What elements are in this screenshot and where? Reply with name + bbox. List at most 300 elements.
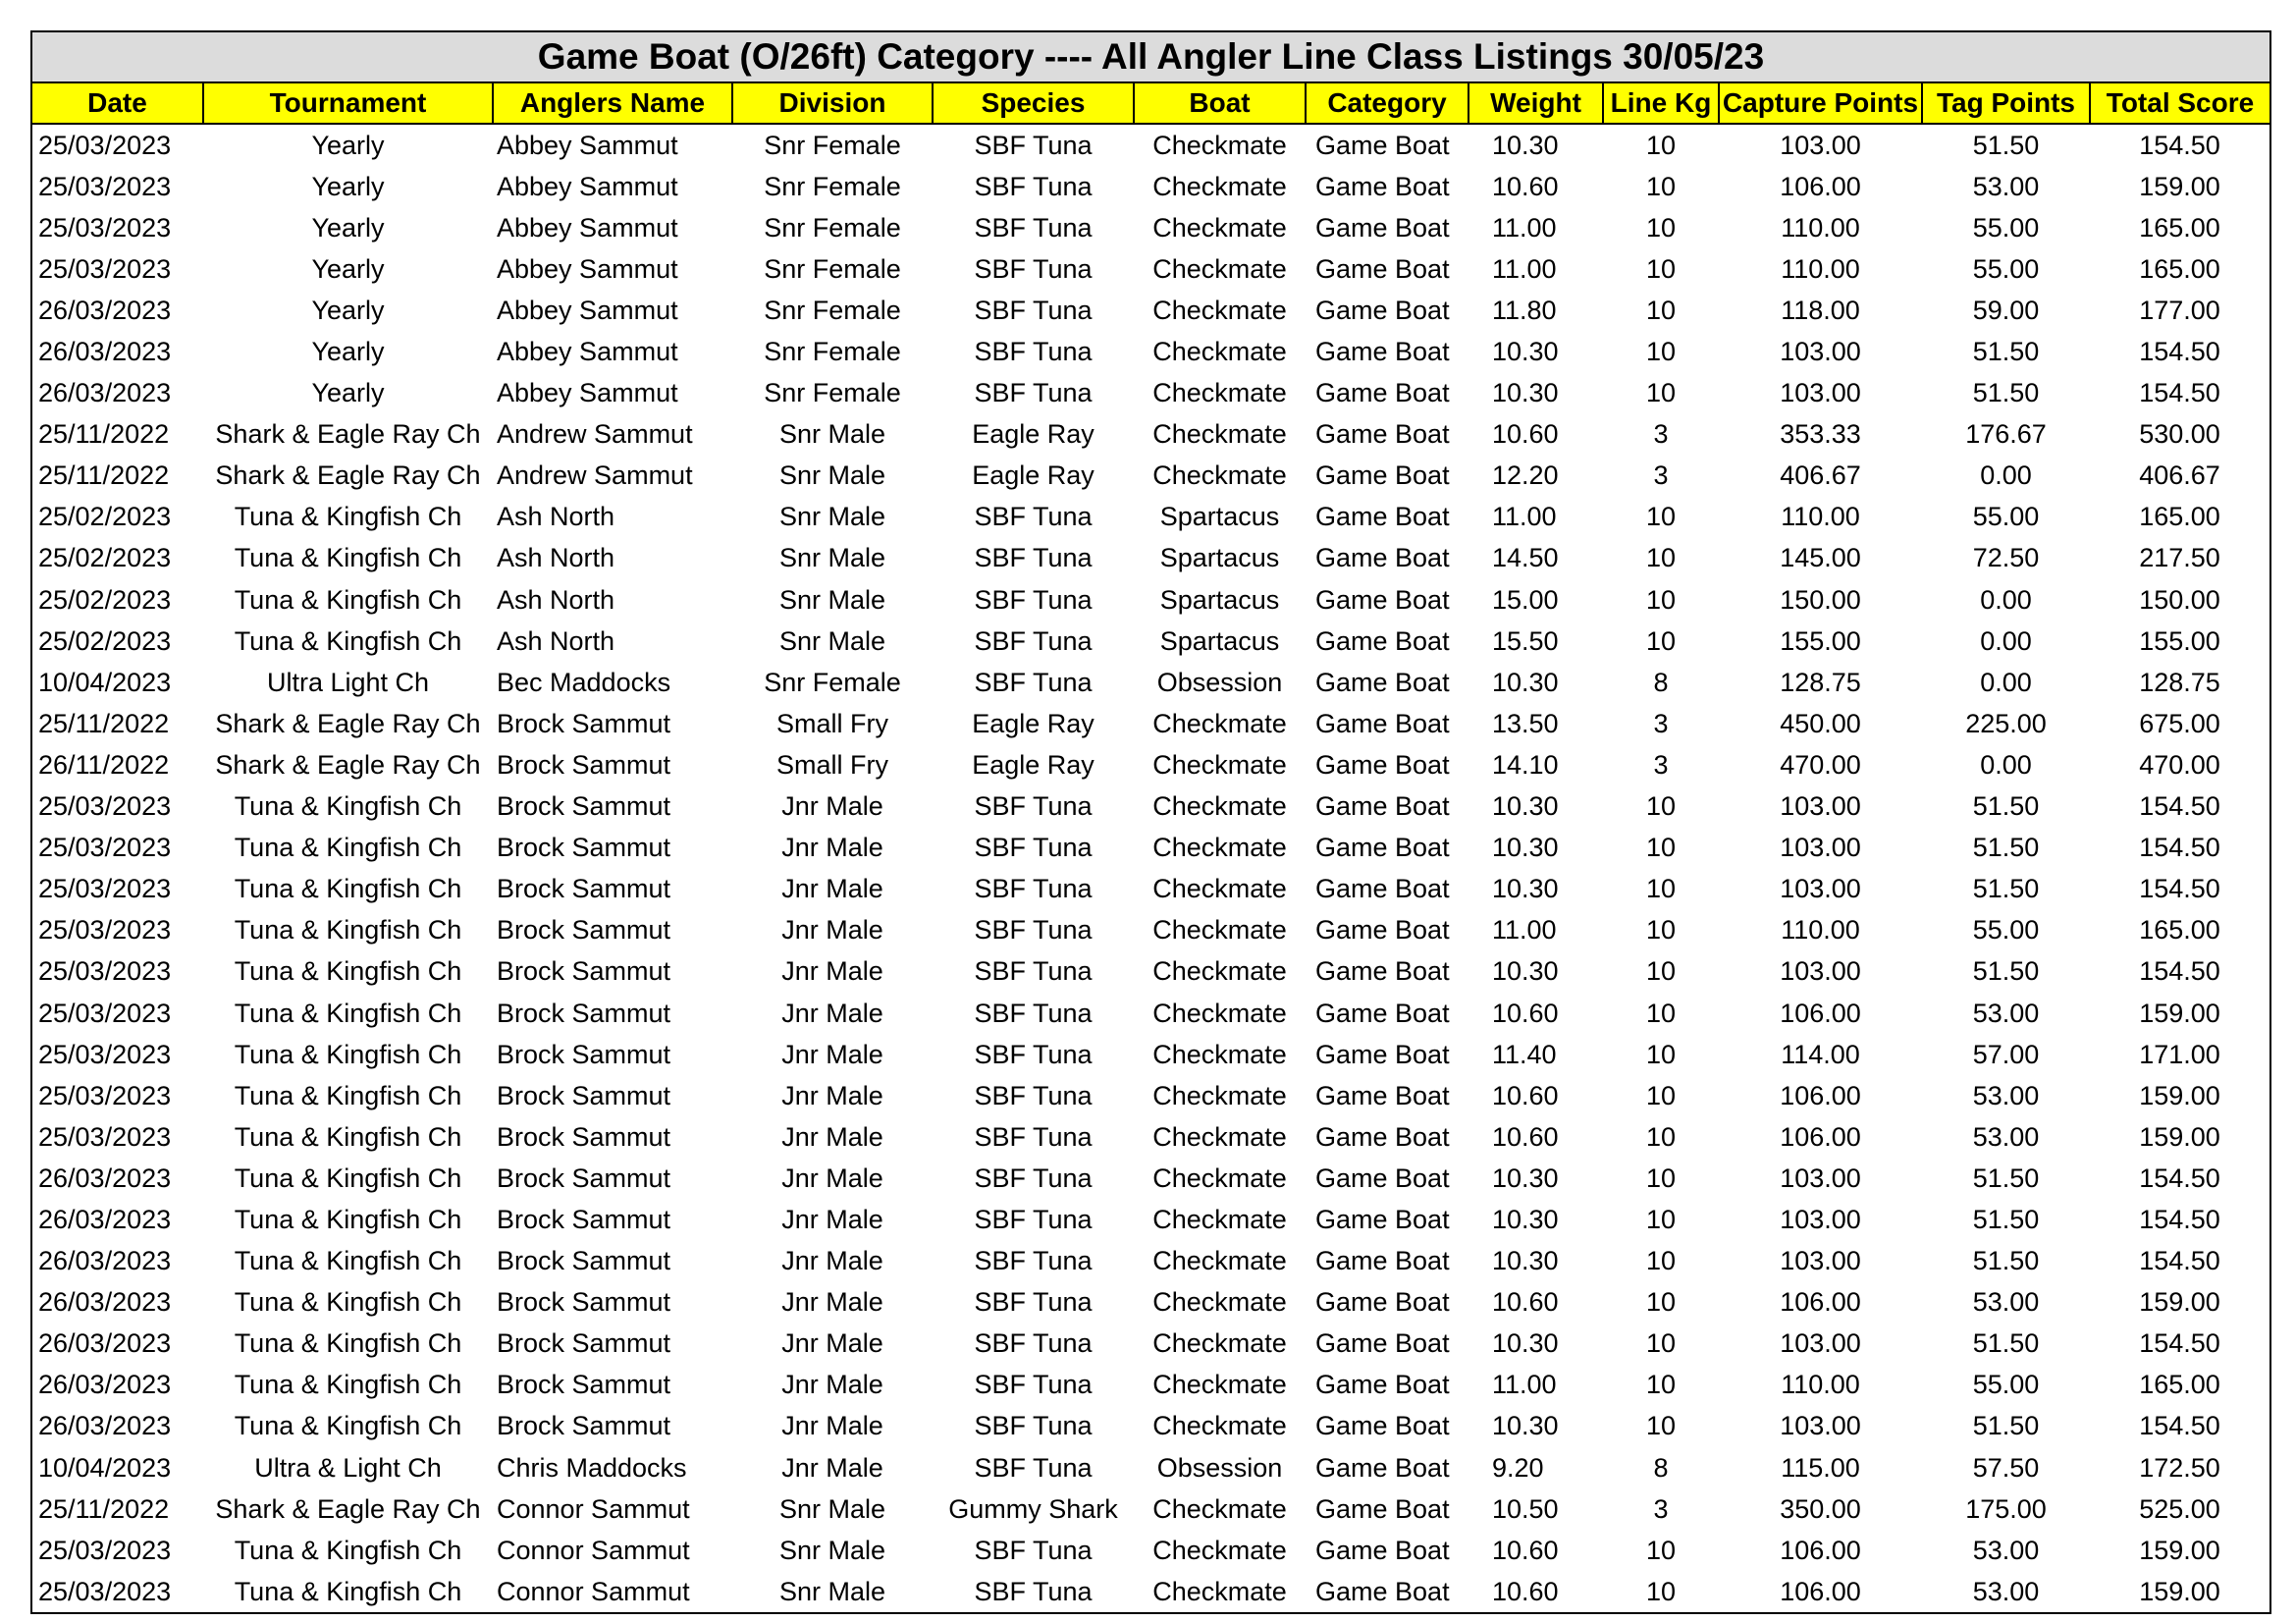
table-cell: 25/03/2023 bbox=[38, 212, 172, 243]
table-cell: Game Boat bbox=[1315, 253, 1450, 284]
table-cell: Eagle Ray bbox=[972, 460, 1095, 491]
table-cell: 10.30 bbox=[1492, 1162, 1559, 1193]
table-cell: Ash North bbox=[497, 543, 615, 573]
table-cell: 10 bbox=[1645, 915, 1677, 946]
table-row bbox=[32, 1488, 2269, 1530]
table-cell: 10.30 bbox=[1492, 1204, 1559, 1234]
table-cell: Game Boat bbox=[1315, 130, 1450, 160]
table-cell: 25/03/2023 bbox=[38, 1576, 172, 1606]
table-cell: Ash North bbox=[497, 502, 615, 532]
table-row bbox=[32, 456, 2269, 497]
table-row bbox=[32, 1365, 2269, 1406]
table-row bbox=[32, 331, 2269, 372]
table-cell: Tuna & Kingfish Ch bbox=[234, 1039, 462, 1069]
table-cell: Shark & Eagle Ray Ch bbox=[215, 460, 481, 491]
table-cell: Tuna & Kingfish Ch bbox=[234, 956, 462, 987]
table-cell: 103.00 bbox=[1780, 1411, 1861, 1441]
table-cell: Brock Sammut bbox=[497, 1411, 671, 1441]
table-cell: Abbey Sammut bbox=[497, 130, 678, 160]
table-cell: Game Boat bbox=[1315, 1370, 1450, 1400]
table-cell: 53.00 bbox=[1972, 1121, 2040, 1152]
table-cell: 55.00 bbox=[1972, 502, 2040, 532]
table-cell: 10 bbox=[1645, 1328, 1677, 1359]
table-cell: Checkmate bbox=[1152, 295, 1287, 325]
column-header: Boat bbox=[1134, 83, 1306, 124]
table-cell: Shark & Eagle Ray Ch bbox=[215, 1493, 481, 1524]
table-cell: 103.00 bbox=[1780, 378, 1861, 408]
table-cell: 0.00 bbox=[1980, 749, 2032, 780]
table-cell: 159.00 bbox=[2139, 171, 2220, 201]
table-cell: 26/03/2023 bbox=[38, 1328, 172, 1359]
table-cell: 106.00 bbox=[1780, 998, 1861, 1028]
table-cell: 3 bbox=[1653, 460, 1669, 491]
table-row bbox=[32, 744, 2269, 785]
table-cell: 25/03/2023 bbox=[38, 915, 172, 946]
table-cell: 530.00 bbox=[2139, 419, 2220, 450]
table-cell: 10 bbox=[1645, 874, 1677, 904]
table-cell: 26/03/2023 bbox=[38, 378, 172, 408]
table-row bbox=[32, 207, 2269, 248]
table-cell: Snr Male bbox=[778, 584, 886, 615]
table-cell: 106.00 bbox=[1780, 1287, 1861, 1318]
table-cell: 154.50 bbox=[2139, 1204, 2220, 1234]
column-header: Line Kg bbox=[1603, 83, 1719, 124]
table-cell: SBF Tuna bbox=[974, 584, 1093, 615]
table-cell: 26/03/2023 bbox=[38, 1370, 172, 1400]
table-cell: 103.00 bbox=[1780, 833, 1861, 863]
listings-table bbox=[32, 83, 2269, 1612]
table-cell: 11.40 bbox=[1492, 1039, 1557, 1069]
table-cell: Tuna & Kingfish Ch bbox=[234, 1328, 462, 1359]
table-cell: 103.00 bbox=[1780, 956, 1861, 987]
table-cell: 10.30 bbox=[1492, 956, 1559, 987]
table-cell: Tuna & Kingfish Ch bbox=[234, 1287, 462, 1318]
table-cell: 10 bbox=[1645, 378, 1677, 408]
table-cell: Checkmate bbox=[1152, 212, 1287, 243]
table-cell: 12.20 bbox=[1492, 460, 1559, 491]
table-cell: 53.00 bbox=[1972, 171, 2040, 201]
table-row bbox=[32, 414, 2269, 456]
table-cell: Checkmate bbox=[1152, 253, 1287, 284]
table-cell: Jnr Male bbox=[781, 1287, 883, 1318]
table-cell: Connor Sammut bbox=[497, 1576, 690, 1606]
table-cell: SBF Tuna bbox=[974, 1121, 1093, 1152]
table-cell: Brock Sammut bbox=[497, 956, 671, 987]
table-cell: SBF Tuna bbox=[974, 337, 1093, 367]
table-cell: Tuna & Kingfish Ch bbox=[234, 1121, 462, 1152]
table-cell: Abbey Sammut bbox=[497, 337, 678, 367]
table-row bbox=[32, 1034, 2269, 1075]
table-cell: Jnr Male bbox=[781, 1204, 883, 1234]
table-cell: Snr Female bbox=[764, 130, 901, 160]
table-cell: Tuna & Kingfish Ch bbox=[234, 502, 462, 532]
table-cell: 10 bbox=[1645, 1535, 1677, 1565]
table-cell: Tuna & Kingfish Ch bbox=[234, 1535, 462, 1565]
table-cell: 11.00 bbox=[1492, 212, 1557, 243]
table-cell: Shark & Eagle Ray Ch bbox=[215, 708, 481, 738]
table-cell: 154.50 bbox=[2139, 1246, 2220, 1276]
table-cell: 25/03/2023 bbox=[38, 130, 172, 160]
table-cell: Snr Male bbox=[778, 1493, 886, 1524]
table-cell: Abbey Sammut bbox=[497, 295, 678, 325]
table-cell: 51.50 bbox=[1972, 956, 2040, 987]
table-cell: 51.50 bbox=[1972, 1246, 2040, 1276]
table-cell: Brock Sammut bbox=[497, 998, 671, 1028]
table-cell: Yearly bbox=[311, 212, 385, 243]
table-cell: 53.00 bbox=[1972, 1080, 2040, 1110]
table-row bbox=[32, 951, 2269, 993]
table-cell: 165.00 bbox=[2139, 915, 2220, 946]
table-cell: 10/04/2023 bbox=[38, 1452, 172, 1483]
table-cell: 25/03/2023 bbox=[38, 1535, 172, 1565]
table-cell: 350.00 bbox=[1780, 1493, 1861, 1524]
table-cell: 10.30 bbox=[1492, 1246, 1559, 1276]
table-cell: 154.50 bbox=[2139, 956, 2220, 987]
table-cell: 51.50 bbox=[1972, 874, 2040, 904]
table-cell: SBF Tuna bbox=[974, 915, 1093, 946]
table-cell: 25/03/2023 bbox=[38, 253, 172, 284]
table-cell: Snr Male bbox=[778, 625, 886, 656]
table-cell: Brock Sammut bbox=[497, 874, 671, 904]
table-cell: 165.00 bbox=[2139, 212, 2220, 243]
table-cell: Game Boat bbox=[1315, 833, 1450, 863]
table-cell: Game Boat bbox=[1315, 1493, 1450, 1524]
table-row bbox=[32, 124, 2269, 166]
table-cell: Ultra & Light Ch bbox=[254, 1452, 442, 1483]
table-cell: Game Boat bbox=[1315, 1121, 1450, 1152]
table-cell: 10 bbox=[1645, 1370, 1677, 1400]
table-cell: 55.00 bbox=[1972, 1370, 2040, 1400]
table-cell: Tuna & Kingfish Ch bbox=[234, 1204, 462, 1234]
table-row bbox=[32, 828, 2269, 869]
table-cell: SBF Tuna bbox=[974, 295, 1093, 325]
table-cell: 26/11/2022 bbox=[38, 749, 170, 780]
table-cell: 53.00 bbox=[1972, 1535, 2040, 1565]
table-cell: Snr Male bbox=[778, 1576, 886, 1606]
table-cell: 3 bbox=[1653, 708, 1669, 738]
table-cell: 10.60 bbox=[1492, 1080, 1559, 1110]
table-cell: 11.00 bbox=[1492, 1370, 1557, 1400]
table-body bbox=[32, 124, 2269, 1612]
table-cell: 25/11/2022 bbox=[38, 1493, 170, 1524]
column-header: Capture Points bbox=[1719, 83, 1922, 124]
table-cell: 26/03/2023 bbox=[38, 1162, 172, 1193]
table-cell: 10 bbox=[1645, 1039, 1677, 1069]
table-cell: SBF Tuna bbox=[974, 1246, 1093, 1276]
table-cell: 114.00 bbox=[1781, 1039, 1860, 1069]
column-header: Category bbox=[1306, 83, 1468, 124]
table-cell: Game Boat bbox=[1315, 460, 1450, 491]
table-cell: Game Boat bbox=[1315, 1039, 1450, 1069]
table-cell: Checkmate bbox=[1152, 419, 1287, 450]
table-cell: Brock Sammut bbox=[497, 1370, 671, 1400]
table-cell: Brock Sammut bbox=[497, 1121, 671, 1152]
table-cell: 103.00 bbox=[1780, 791, 1861, 822]
table-cell: Game Boat bbox=[1315, 1576, 1450, 1606]
table-cell: Jnr Male bbox=[781, 1162, 883, 1193]
table-cell: Checkmate bbox=[1152, 915, 1287, 946]
table-cell: 154.50 bbox=[2139, 378, 2220, 408]
table-cell: 154.50 bbox=[2139, 1411, 2220, 1441]
table-row bbox=[32, 703, 2269, 744]
table-cell: Yearly bbox=[311, 130, 385, 160]
table-cell: 171.00 bbox=[2139, 1039, 2220, 1069]
table-cell: Spartacus bbox=[1159, 584, 1280, 615]
table-cell: 11.00 bbox=[1492, 915, 1557, 946]
table-cell: 10.50 bbox=[1492, 1493, 1559, 1524]
table-cell: 406.67 bbox=[2139, 460, 2220, 491]
table-cell: 103.00 bbox=[1780, 1246, 1861, 1276]
table-row bbox=[32, 621, 2269, 662]
table-cell: Game Boat bbox=[1315, 625, 1450, 656]
table-cell: 25/03/2023 bbox=[38, 1121, 172, 1152]
table-cell: Jnr Male bbox=[781, 956, 883, 987]
table-cell: 10 bbox=[1645, 1246, 1677, 1276]
table-cell: Checkmate bbox=[1152, 130, 1287, 160]
table-cell: Jnr Male bbox=[781, 1246, 883, 1276]
column-header: Weight bbox=[1468, 83, 1603, 124]
table-cell: 154.50 bbox=[2139, 1328, 2220, 1359]
table-cell: Game Boat bbox=[1315, 874, 1450, 904]
table-cell: 10 bbox=[1645, 543, 1677, 573]
table-cell: 53.00 bbox=[1972, 1287, 2040, 1318]
table-cell: Game Boat bbox=[1315, 1535, 1450, 1565]
table-cell: 25/11/2022 bbox=[38, 419, 170, 450]
table-cell: Checkmate bbox=[1152, 791, 1287, 822]
table-cell: SBF Tuna bbox=[974, 502, 1093, 532]
table-cell: 118.00 bbox=[1781, 295, 1860, 325]
table-cell: 8 bbox=[1653, 667, 1669, 697]
table-cell: Checkmate bbox=[1152, 1493, 1287, 1524]
table-cell: 155.00 bbox=[1780, 625, 1861, 656]
table-cell: SBF Tuna bbox=[974, 171, 1093, 201]
table-cell: SBF Tuna bbox=[974, 1370, 1093, 1400]
table-row bbox=[32, 579, 2269, 621]
table-cell: 106.00 bbox=[1780, 1535, 1861, 1565]
table-cell: Snr Male bbox=[778, 1535, 886, 1565]
column-header: Total Score bbox=[2090, 83, 2269, 124]
table-cell: 51.50 bbox=[1972, 833, 2040, 863]
table-cell: Game Boat bbox=[1315, 791, 1450, 822]
table-cell: Checkmate bbox=[1152, 874, 1287, 904]
table-cell: SBF Tuna bbox=[974, 543, 1093, 573]
table-cell: 25/03/2023 bbox=[38, 791, 172, 822]
table-cell: SBF Tuna bbox=[974, 667, 1093, 697]
table-cell: Jnr Male bbox=[781, 791, 883, 822]
table-cell: Andrew Sammut bbox=[497, 460, 693, 491]
table-cell: 10 bbox=[1645, 130, 1677, 160]
table-cell: Brock Sammut bbox=[497, 708, 671, 738]
table-cell: Snr Female bbox=[764, 171, 901, 201]
table-cell: 10 bbox=[1645, 1121, 1677, 1152]
table-cell: Checkmate bbox=[1152, 337, 1287, 367]
table-cell: 25/02/2023 bbox=[38, 502, 172, 532]
table-cell: Tuna & Kingfish Ch bbox=[234, 791, 462, 822]
table-cell: 159.00 bbox=[2139, 1121, 2220, 1152]
table-cell: 165.00 bbox=[2139, 1370, 2220, 1400]
table-cell: 155.00 bbox=[2139, 625, 2220, 656]
table-cell: Checkmate bbox=[1152, 1039, 1287, 1069]
table-cell: Abbey Sammut bbox=[497, 378, 678, 408]
table-cell: Shark & Eagle Ray Ch bbox=[215, 749, 481, 780]
table-cell: 10 bbox=[1645, 1162, 1677, 1193]
table-cell: Connor Sammut bbox=[497, 1493, 690, 1524]
table-cell: Brock Sammut bbox=[497, 1287, 671, 1318]
table-cell: 11.80 bbox=[1492, 295, 1557, 325]
table-cell: Checkmate bbox=[1152, 1162, 1287, 1193]
table-cell: 103.00 bbox=[1780, 130, 1861, 160]
table-cell: 25/03/2023 bbox=[38, 874, 172, 904]
table-cell: Brock Sammut bbox=[497, 1204, 671, 1234]
column-header: Tournament bbox=[203, 83, 493, 124]
table-cell: Eagle Ray bbox=[972, 708, 1095, 738]
table-cell: Game Boat bbox=[1315, 956, 1450, 987]
table-cell: 110.00 bbox=[1781, 1370, 1860, 1400]
table-cell: 470.00 bbox=[2139, 749, 2220, 780]
table-cell: Jnr Male bbox=[781, 1370, 883, 1400]
header-row bbox=[32, 83, 2269, 124]
table-cell: 10 bbox=[1645, 1204, 1677, 1234]
table-cell: 175.00 bbox=[1965, 1493, 2047, 1524]
table-cell: Abbey Sammut bbox=[497, 212, 678, 243]
table-cell: 10 bbox=[1645, 1080, 1677, 1110]
table-cell: 25/03/2023 bbox=[38, 1080, 172, 1110]
table-cell: 154.50 bbox=[2139, 874, 2220, 904]
table-cell: Shark & Eagle Ray Ch bbox=[215, 419, 481, 450]
table-cell: 165.00 bbox=[2139, 502, 2220, 532]
table-cell: Jnr Male bbox=[781, 915, 883, 946]
table-cell: Spartacus bbox=[1159, 543, 1280, 573]
table-cell: SBF Tuna bbox=[974, 956, 1093, 987]
table-cell: Chris Maddocks bbox=[497, 1452, 687, 1483]
table-cell: 106.00 bbox=[1780, 171, 1861, 201]
table-row bbox=[32, 1324, 2269, 1365]
table-cell: 53.00 bbox=[1972, 1576, 2040, 1606]
table-cell: 106.00 bbox=[1780, 1080, 1861, 1110]
table-cell: Small Fry bbox=[776, 749, 888, 780]
table-cell: 3 bbox=[1653, 1493, 1669, 1524]
table-cell: 10 bbox=[1645, 956, 1677, 987]
table-cell: 51.50 bbox=[1972, 1328, 2040, 1359]
table-cell: SBF Tuna bbox=[974, 1080, 1093, 1110]
table-cell: 217.50 bbox=[2139, 543, 2220, 573]
table-cell: 115.00 bbox=[1781, 1452, 1860, 1483]
table-cell: Checkmate bbox=[1152, 171, 1287, 201]
table-cell: 10.60 bbox=[1492, 1121, 1559, 1152]
table-cell: 55.00 bbox=[1972, 212, 2040, 243]
table-cell: 159.00 bbox=[2139, 1287, 2220, 1318]
table-cell: 13.50 bbox=[1492, 708, 1559, 738]
table-row bbox=[32, 497, 2269, 538]
table-cell: 26/03/2023 bbox=[38, 1246, 172, 1276]
table-cell: 145.00 bbox=[1780, 543, 1861, 573]
table-cell: SBF Tuna bbox=[974, 1328, 1093, 1359]
column-header: Tag Points bbox=[1922, 83, 2090, 124]
table-cell: Yearly bbox=[311, 337, 385, 367]
table-row bbox=[32, 538, 2269, 579]
table-row bbox=[32, 1199, 2269, 1240]
table-cell: 0.00 bbox=[1980, 667, 2032, 697]
table-cell: 150.00 bbox=[2139, 584, 2220, 615]
table-cell: 51.50 bbox=[1972, 791, 2040, 822]
table-cell: Brock Sammut bbox=[497, 1328, 671, 1359]
table-cell: 26/03/2023 bbox=[38, 1204, 172, 1234]
table-cell: SBF Tuna bbox=[974, 1162, 1093, 1193]
table-cell: 51.50 bbox=[1972, 1162, 2040, 1193]
table-cell: Game Boat bbox=[1315, 584, 1450, 615]
table-cell: 10 bbox=[1645, 253, 1677, 284]
table-cell: Brock Sammut bbox=[497, 749, 671, 780]
table-cell: 10.60 bbox=[1492, 998, 1559, 1028]
table-cell: SBF Tuna bbox=[974, 253, 1093, 284]
table-cell: 53.00 bbox=[1972, 998, 2040, 1028]
table-cell: Game Boat bbox=[1315, 667, 1450, 697]
table-cell: Game Boat bbox=[1315, 915, 1450, 946]
table-cell: 10 bbox=[1645, 833, 1677, 863]
table-cell: Brock Sammut bbox=[497, 1162, 671, 1193]
table-cell: Ash North bbox=[497, 584, 615, 615]
table-cell: 154.50 bbox=[2139, 791, 2220, 822]
table-cell: Checkmate bbox=[1152, 998, 1287, 1028]
table-cell: SBF Tuna bbox=[974, 1411, 1093, 1441]
table-cell: Tuna & Kingfish Ch bbox=[234, 1080, 462, 1110]
table-cell: 26/03/2023 bbox=[38, 337, 172, 367]
table-cell: Ultra Light Ch bbox=[266, 667, 430, 697]
table-cell: 51.50 bbox=[1972, 378, 2040, 408]
table-cell: Jnr Male bbox=[781, 1411, 883, 1441]
table-cell: Yearly bbox=[311, 295, 385, 325]
table-cell: 0.00 bbox=[1980, 584, 2032, 615]
table-cell: 110.00 bbox=[1781, 502, 1860, 532]
table-cell: Game Boat bbox=[1315, 378, 1450, 408]
table-row bbox=[32, 373, 2269, 414]
table-cell: 25/03/2023 bbox=[38, 171, 172, 201]
table-cell: SBF Tuna bbox=[974, 1535, 1093, 1565]
table-cell: 51.50 bbox=[1972, 1411, 2040, 1441]
table-cell: 10.60 bbox=[1492, 419, 1559, 450]
table-cell: 25/03/2023 bbox=[38, 998, 172, 1028]
table-cell: 177.00 bbox=[2139, 295, 2220, 325]
table-cell: 10.60 bbox=[1492, 1576, 1559, 1606]
table-cell: 72.50 bbox=[1972, 543, 2040, 573]
table-row bbox=[32, 1530, 2269, 1571]
table-cell: 10 bbox=[1645, 212, 1677, 243]
table-cell: Checkmate bbox=[1152, 1535, 1287, 1565]
table-cell: Game Boat bbox=[1315, 1287, 1450, 1318]
table-row bbox=[32, 910, 2269, 951]
table-cell: 10 bbox=[1645, 502, 1677, 532]
table-row bbox=[32, 786, 2269, 828]
table-cell: Game Boat bbox=[1315, 708, 1450, 738]
table-cell: Jnr Male bbox=[781, 1328, 883, 1359]
table-row bbox=[32, 1116, 2269, 1158]
table-cell: 172.50 bbox=[2139, 1452, 2220, 1483]
table-cell: Checkmate bbox=[1152, 460, 1287, 491]
table-cell: 103.00 bbox=[1780, 874, 1861, 904]
table-cell: 51.50 bbox=[1972, 337, 2040, 367]
table-cell: Checkmate bbox=[1152, 1328, 1287, 1359]
table-cell: Jnr Male bbox=[781, 1121, 883, 1152]
table-cell: Checkmate bbox=[1152, 833, 1287, 863]
table-cell: Snr Female bbox=[764, 667, 901, 697]
table-cell: Game Boat bbox=[1315, 1328, 1450, 1359]
table-row bbox=[32, 1571, 2269, 1612]
table-cell: 10.30 bbox=[1492, 337, 1559, 367]
table-cell: SBF Tuna bbox=[974, 1576, 1093, 1606]
table-cell: 51.50 bbox=[1972, 1204, 2040, 1234]
table-cell: Checkmate bbox=[1152, 1576, 1287, 1606]
table-cell: 25/02/2023 bbox=[38, 625, 172, 656]
